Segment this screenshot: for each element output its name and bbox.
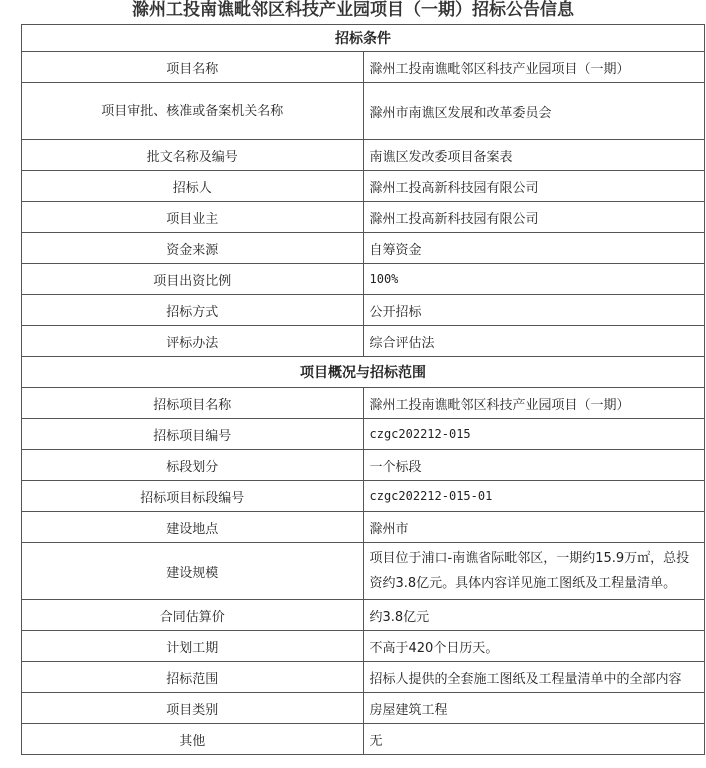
table-row xyxy=(22,662,705,693)
field-label: 其他 xyxy=(22,724,364,755)
section-heading-project-overview: 项目概况与招标范围 xyxy=(22,357,705,388)
section-header-row xyxy=(22,357,705,388)
field-label: 招标人 xyxy=(22,171,364,202)
field-label: 项目名称 xyxy=(22,52,364,83)
field-value: 综合评估法 xyxy=(363,326,705,357)
field-value: 滁州工投高新科技园有限公司 xyxy=(363,171,705,202)
field-value: 滁州工投高新科技园有限公司 xyxy=(363,202,705,233)
field-value: 南谯区发改委项目备案表 xyxy=(363,140,705,171)
field-value: 滁州工投南谯毗邻区科技产业园项目（一期） xyxy=(363,388,705,419)
table-row xyxy=(22,295,705,326)
table-row xyxy=(22,481,705,512)
field-label: 建设地点 xyxy=(22,512,364,543)
field-label: 招标范围 xyxy=(22,662,364,693)
table-row xyxy=(22,233,705,264)
field-value: czgc202212-015-01 xyxy=(363,481,705,512)
field-label: 项目类别 xyxy=(22,693,364,724)
table-row xyxy=(22,171,705,202)
field-label: 项目出资比例 xyxy=(22,264,364,295)
field-label: 招标项目标段编号 xyxy=(22,481,364,512)
field-value: 约3.8亿元 xyxy=(363,600,705,631)
field-label: 评标办法 xyxy=(22,326,364,357)
table-row xyxy=(22,388,705,419)
field-label: 合同估算价 xyxy=(22,600,364,631)
field-label: 建设规模 xyxy=(22,543,364,600)
field-value: 房屋建筑工程 xyxy=(363,693,705,724)
table-row xyxy=(22,450,705,481)
table-row xyxy=(22,52,705,83)
table-row xyxy=(22,202,705,233)
field-label: 标段划分 xyxy=(22,450,364,481)
field-value: 无 xyxy=(363,724,705,755)
field-label: 批文名称及编号 xyxy=(22,140,364,171)
section-heading-bidding-conditions: 招标条件 xyxy=(22,25,705,52)
section-header-row xyxy=(22,25,705,52)
field-label: 计划工期 xyxy=(22,631,364,662)
field-value: 不高于420个日历天。 xyxy=(363,631,705,662)
table-row xyxy=(22,693,705,724)
page-title: 滁州工投南谯毗邻区科技产业园项目（一期）招标公告信息 xyxy=(132,0,574,20)
table-row xyxy=(22,419,705,450)
field-value: 自筹资金 xyxy=(363,233,705,264)
field-value: 滁州市南谯区发展和改革委员会 xyxy=(363,83,705,140)
field-value: 滁州工投南谯毗邻区科技产业园项目（一期） xyxy=(363,52,705,83)
field-value: 项目位于浦口-南谯省际毗邻区，一期约15.9万㎡，总投资约3.8亿元。具体内容详见施工图纸及工程量清单。 xyxy=(363,543,705,600)
field-value: 一个标段 xyxy=(363,450,705,481)
field-label: 招标项目名称 xyxy=(22,388,364,419)
table-row xyxy=(22,512,705,543)
table-row xyxy=(22,140,705,171)
field-value: 100% xyxy=(363,264,705,295)
field-label: 招标方式 xyxy=(22,295,364,326)
field-label: 资金来源 xyxy=(22,233,364,264)
table-row xyxy=(22,724,705,755)
tender-info-table xyxy=(21,24,705,755)
field-label: 项目业主 xyxy=(22,202,364,233)
table-row xyxy=(22,264,705,295)
field-value: 滁州市 xyxy=(363,512,705,543)
field-value: 公开招标 xyxy=(363,295,705,326)
table-row xyxy=(22,631,705,662)
field-value: 招标人提供的全套施工图纸及工程量清单中的全部内容 xyxy=(363,662,705,693)
field-value: czgc202212-015 xyxy=(363,419,705,450)
table-row xyxy=(22,543,705,600)
table-row xyxy=(22,326,705,357)
table-row xyxy=(22,83,705,140)
field-label: 项目审批、核准或备案机关名称 xyxy=(22,83,364,140)
field-label: 招标项目编号 xyxy=(22,419,364,450)
table-row xyxy=(22,600,705,631)
